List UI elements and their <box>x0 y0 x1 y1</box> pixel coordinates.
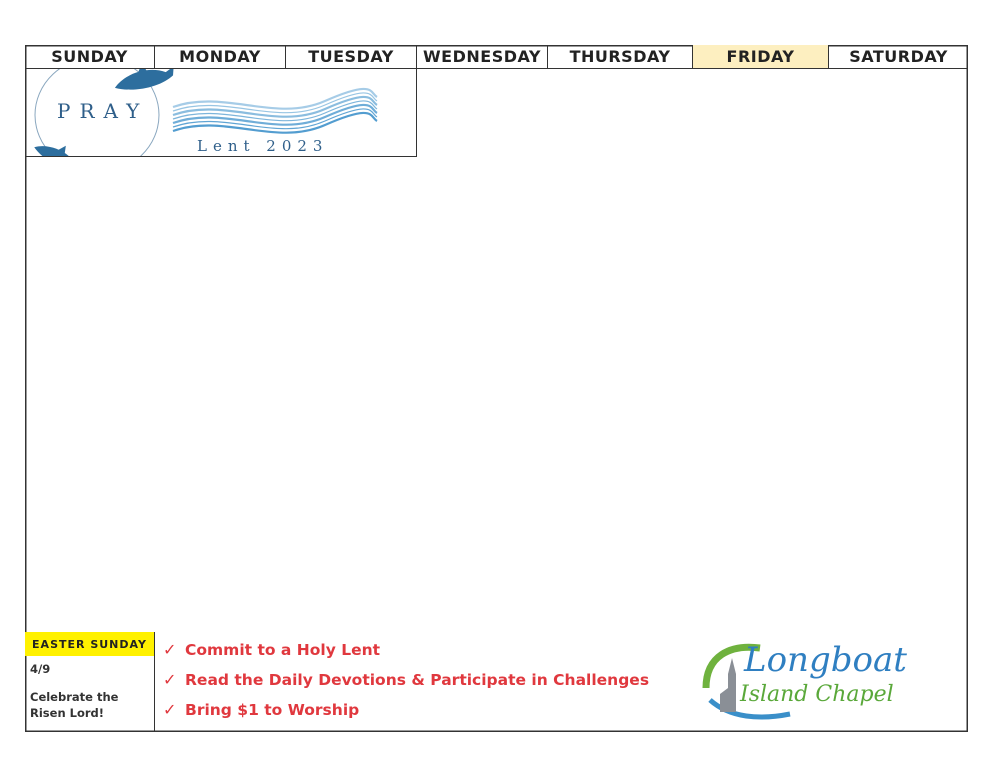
day-cell-easter-sunday <box>25 632 155 732</box>
footer-item <box>163 670 649 689</box>
easter-band: EASTER SUNDAY <box>25 632 154 656</box>
header-sunday: SUNDAY <box>25 45 155 69</box>
checkmark-icon: ✓ <box>163 700 177 719</box>
lent-calendar <box>25 45 968 732</box>
header-tuesday: TUESDAY <box>286 45 417 69</box>
dolphin-icon <box>32 132 89 157</box>
footer-item <box>163 640 380 659</box>
footer-item-text: Read the Daily Devotions & Participate in Challenges <box>185 670 650 689</box>
footer-item-text: Bring $1 to Worship <box>185 700 360 719</box>
header-monday: MONDAY <box>155 45 286 69</box>
logo-line-longboat: Longboat <box>744 640 907 680</box>
easter-activity: Celebrate the Risen Lord! <box>30 690 119 720</box>
dolphin-icon <box>111 69 176 93</box>
header-wednesday: WEDNESDAY <box>417 45 548 69</box>
header-thursday: THURSDAY <box>548 45 693 69</box>
checkmark-icon: ✓ <box>163 640 177 659</box>
checkmark-icon: ✓ <box>163 670 177 689</box>
logo-line-island-chapel: Island Chapel <box>740 682 894 707</box>
footer-panel <box>155 632 968 732</box>
chapel-logo <box>700 638 942 726</box>
pray-lent-banner <box>25 69 417 157</box>
footer-item <box>163 700 359 719</box>
header-friday: FRIDAY <box>693 45 829 69</box>
header-saturday: SATURDAY <box>829 45 968 69</box>
easter-date: 4/9 <box>30 662 51 676</box>
footer-item-text: Commit to a Holy Lent <box>185 640 381 659</box>
banner-lent-title: Lent 2023 <box>197 137 329 155</box>
banner-pray-title: PRAY <box>57 99 149 123</box>
